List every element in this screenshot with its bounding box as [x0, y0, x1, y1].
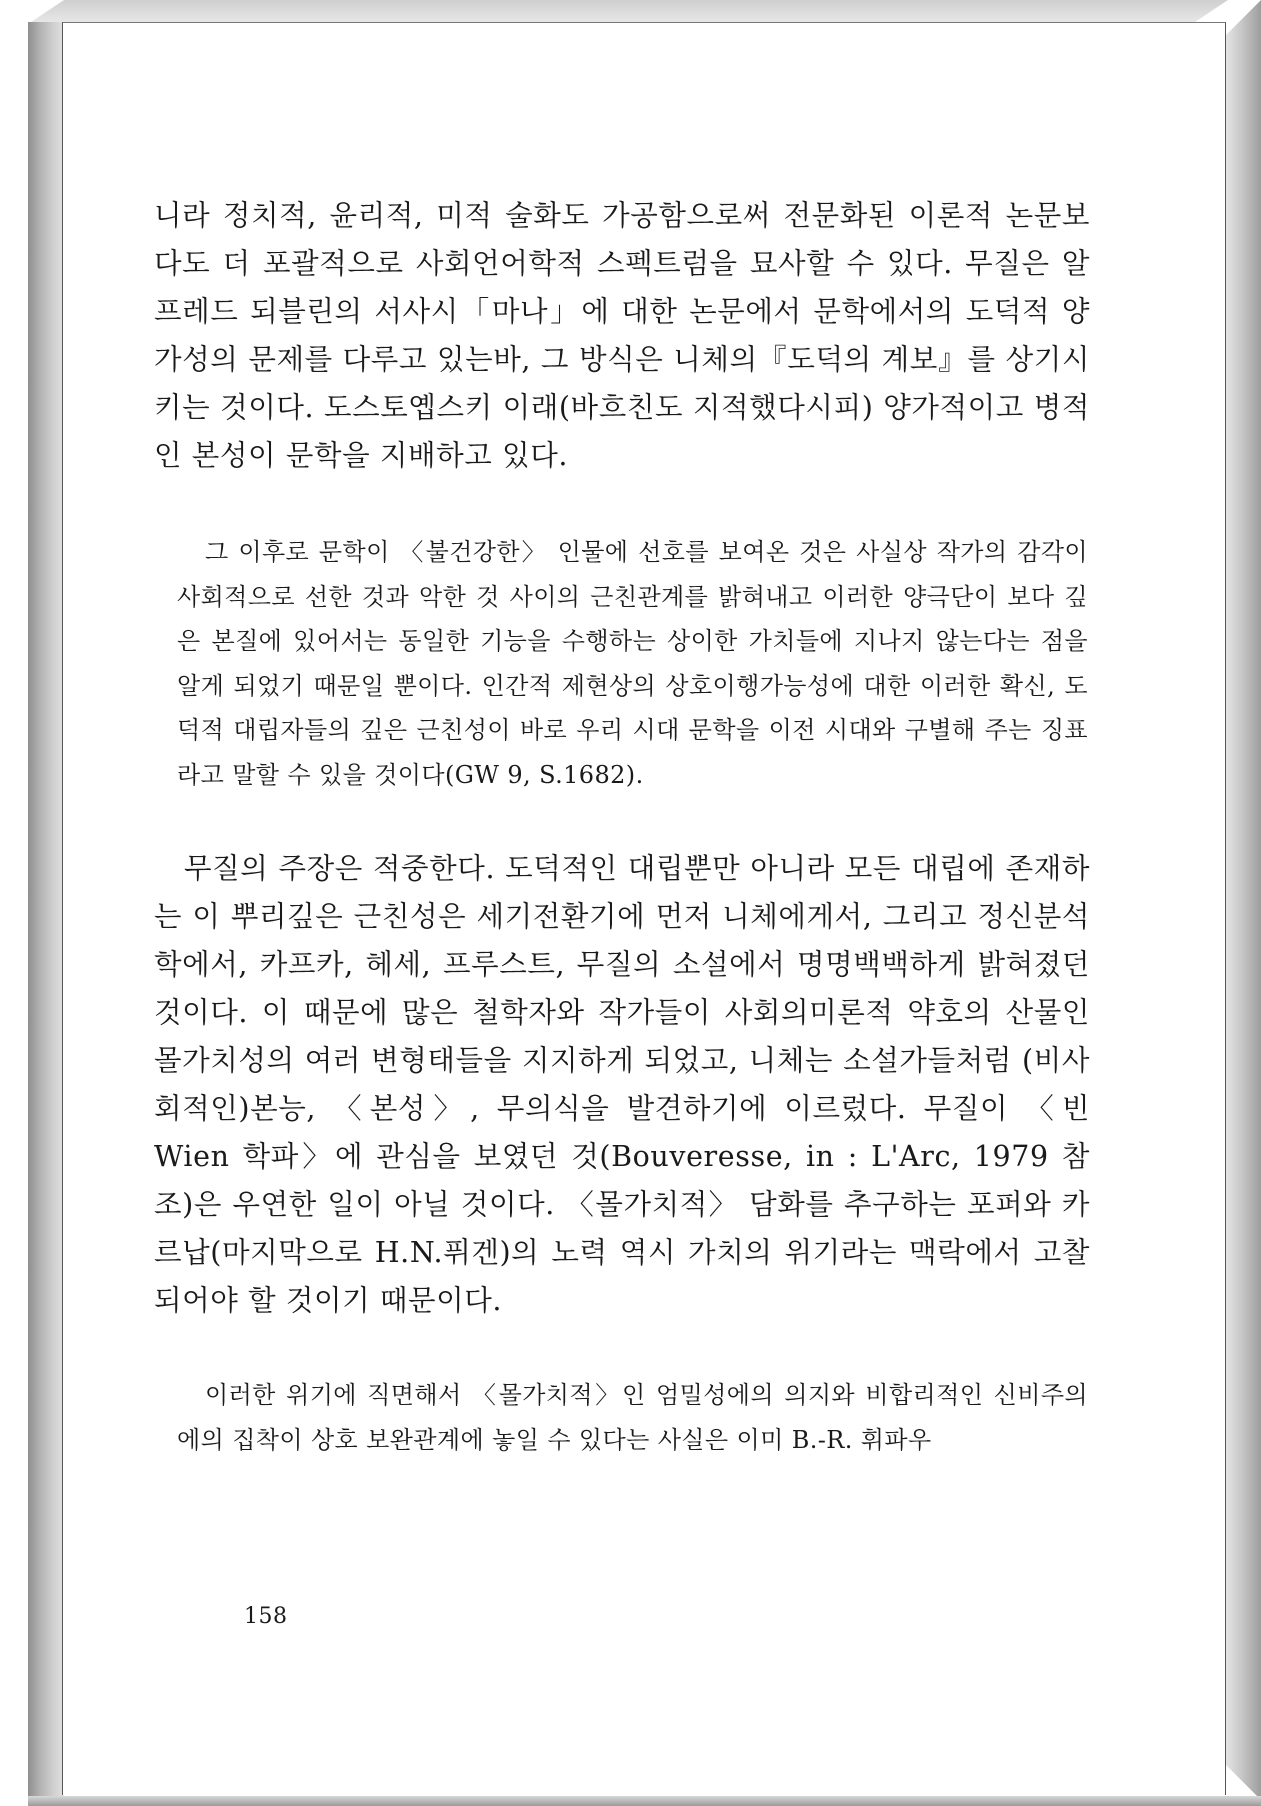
book-left-edge [28, 22, 64, 1798]
book-bottom-edge [28, 1796, 1261, 1806]
page-body [154, 192, 1090, 1462]
block-quote: 그 이후로 문학이 〈불건강한〉 인물에 선호를 보여온 것은 사실상 작가의 감각이 사회적으로 선한 것과 악한 것 사이의 근친관계를 밝혀내고 이러한 양극단이 보다 깊은 본질에 있어서는 동일한 기능을 수행하는 상이한 가치들에 지나지 않는다는 점을 알게 되었기 때문일 뿐이다. 인간적 제현상의 상호이행가능성에 대한 이러한 확신, 도덕적 대립자들의 깊은 근친성이 바로 우리 시대 문학을 이전 시대와 구별해 주는 징표라고 말할 수 있을 것이다(GW 9, S.1682). [177, 538, 1088, 789]
book-right-edge [1225, 0, 1261, 1800]
body-paragraph-2: 무질의 주장은 적중한다. 도덕적인 대립뿐만 아니라 모든 대립에 존재하는 이 뿌리깊은 근친성은 세기전환기에 먼저 니체에게서, 그리고 정신분석학에서, 카프카, 헤세, 프루스트, 무질의 소설에서 명명백백하게 밝혀졌던 것이다. 이 때문에 많은 철학자와 작가들이 사회의미론적 약호의 산물인 몰가치성의 여러 변형태들을 지지하게 되었고, 니체는 소설가들처럼 (비사회적인)본능, 〈본성〉, 무의식을 발견하기에 이르렀다. 무질이 〈빈 Wien 학파〉에 관심을 보였던 것(Bouveresse, in : L'Arc, 1979 참조)은 우연한 일이 아닐 것이다. 〈몰가치적〉 담화를 추구하는 포퍼와 카르납(마지막으로 H.N.퓌겐)의 노력 역시 가치의 위기라는 맥락에서 고찰되어야 할 것이기 때문이다. [154, 852, 1090, 1317]
body-paragraph-1: 니라 정치적, 윤리적, 미적 술화도 가공함으로써 전문화된 이론적 논문보다도 더 포괄적으로 사회언어학적 스펙트럼을 묘사할 수 있다. 무질은 알프레드 되블린의 서사시「마나」에 대한 논문에서 문학에서의 도덕적 양가성의 문제를 다루고 있는바, 그 방식은 니체의『도덕의 계보』를 상기시키는 것이다. 도스토옙스키 이래(바흐친도 지적했다시피) 양가적이고 병적인 본성이 문학을 지배하고 있다. [154, 199, 1090, 472]
body-paragraph-3: 이러한 위기에 직면해서 〈몰가치적〉인 엄밀성에의 의지와 비합리적인 신비주의에의 집착이 상호 보완관계에 놓일 수 있다는 사실은 이미 B.-R. 휘파우 [177, 1381, 1088, 1454]
book-top-edge [28, 0, 1228, 24]
page-number: 158 [244, 1604, 288, 1629]
